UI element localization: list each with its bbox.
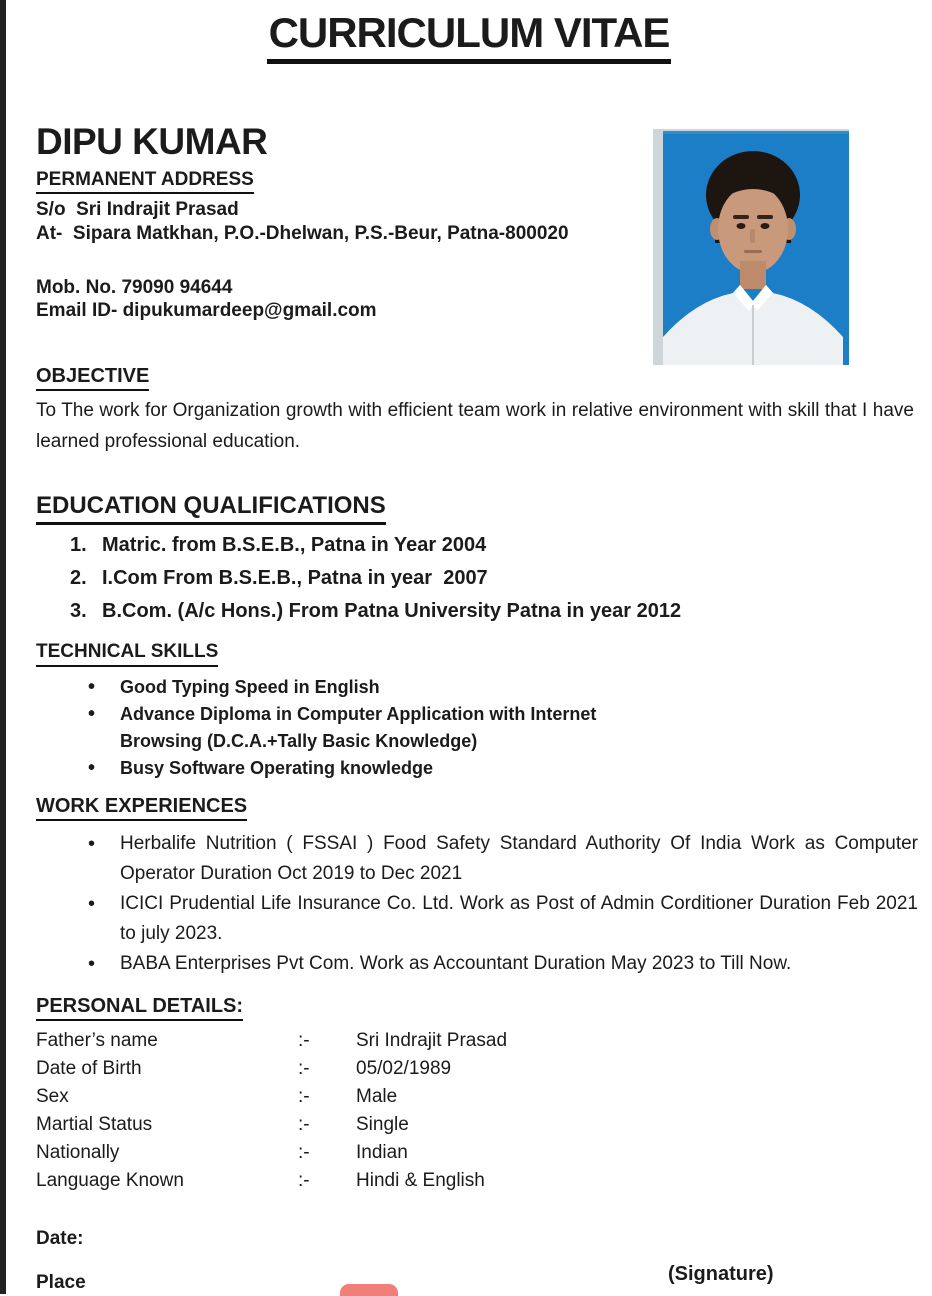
education-item-text: I.Com From B.S.E.B., Patna in year 2007 (102, 566, 488, 589)
table-row (36, 1055, 920, 1083)
table-row (36, 1111, 920, 1139)
address-line: At- Sipara Matkhan, P.O.-Dhelwan, P.S.-Beur, Patna-800020 (36, 223, 569, 244)
detail-label: Language Known (36, 1170, 184, 1191)
detail-separator: :- (298, 1142, 310, 1163)
signature-label: (Signature) (668, 1263, 774, 1285)
personal-details-heading: PERSONAL DETAILS: (36, 994, 243, 1021)
detail-label: Father’s name (36, 1030, 158, 1051)
work-item (36, 949, 920, 979)
detail-separator: :- (298, 1058, 310, 1079)
applicant-photo-graphic (653, 129, 849, 365)
table-row (36, 1027, 920, 1055)
education-item (36, 567, 920, 589)
work-item-text: Herbalife Nutrition ( FSSAI ) Food Safety Standard Authority Of India Work as Computer Operator Duration Oct 2019 to Dec 2021 (120, 833, 918, 884)
mobile-number: Mob. No. 79090 94644 (36, 277, 233, 298)
table-row (36, 1139, 920, 1167)
detail-value: Single (356, 1114, 409, 1135)
skill-item-text: Busy Software Operating knowledge (120, 757, 434, 778)
technical-skills-heading: TECHNICAL SKILLS (36, 641, 218, 667)
scan-edge-strip (0, 0, 6, 1294)
detail-label: Martial Status (36, 1114, 153, 1135)
table-row (36, 1167, 920, 1195)
floating-action-button-peek[interactable] (340, 1284, 398, 1296)
personal-details-section (36, 994, 920, 1195)
detail-label: Sex (36, 1086, 69, 1107)
objective-section (36, 364, 920, 457)
bullet-icon (88, 949, 95, 980)
detail-separator: :- (298, 1114, 310, 1135)
technical-skills-section (36, 641, 920, 782)
education-heading: EDUCATION QUALIFICATIONS (36, 492, 386, 525)
bullet-icon (88, 755, 95, 782)
education-item-text: B.Com. (A/c Hons.) From Patna University Patna in year 2012 (102, 599, 682, 622)
work-experience-section (36, 794, 920, 979)
list-number: 2. (70, 566, 87, 589)
work-item-text: ICICI Prudential Life Insurance Co. Ltd. Work as Post of Admin Corditioner Duration Feb 2021 to july 2023. (120, 893, 918, 944)
place-label: Place (36, 1272, 86, 1293)
skill-item-text: Advance Diploma in Computer Application with Internet Browsing (D.C.A.+Tally Basic Knowledge) (120, 703, 597, 751)
education-item (36, 600, 920, 622)
list-number: 1. (70, 533, 87, 556)
detail-value: Male (356, 1086, 398, 1107)
detail-separator: :- (298, 1170, 310, 1191)
detail-value: Sri Indrajit Prasad (356, 1030, 508, 1051)
detail-label: Nationally (36, 1142, 120, 1163)
skill-item (36, 674, 640, 701)
bullet-icon (88, 674, 95, 701)
detail-value: 05/02/1989 (356, 1058, 452, 1079)
objective-text: To The work for Organization growth with efficient team work in relative environment with skill that I have learned professional education. (36, 400, 914, 452)
work-item (36, 829, 920, 889)
education-list (36, 534, 920, 622)
applicant-name: DIPU KUMAR (36, 121, 268, 162)
detail-value: Indian (356, 1142, 408, 1163)
table-row (36, 1083, 920, 1111)
work-experience-list (36, 829, 920, 979)
work-item (36, 889, 920, 949)
document-title: CURRICULUM VITAE (267, 10, 672, 64)
permanent-address-heading: PERMANENT ADDRESS (36, 169, 254, 194)
applicant-photo (653, 129, 849, 365)
applicant-header (36, 122, 636, 322)
detail-separator: :- (298, 1086, 310, 1107)
bullet-icon (88, 701, 95, 728)
detail-value: Hindi & English (356, 1170, 485, 1191)
work-item-text: BABA Enterprises Pvt Com. Work as Accountant Duration May 2023 to Till Now. (120, 953, 792, 974)
personal-details-table (36, 1027, 920, 1195)
technical-skills-list (36, 674, 920, 782)
bullet-icon (88, 829, 95, 860)
work-experience-heading: WORK EXPERIENCES (36, 794, 247, 821)
document-header (6, 10, 932, 64)
skill-item-text: Good Typing Speed in English (120, 676, 380, 697)
date-label: Date: (36, 1228, 84, 1249)
objective-heading: OBJECTIVE (36, 364, 149, 391)
bullet-icon (88, 889, 95, 920)
education-item (36, 534, 920, 556)
education-item-text: Matric. from B.S.E.B., Patna in Year 2004 (102, 533, 487, 556)
education-section (36, 492, 920, 633)
address-line: S/o Sri Indrajit Prasad (36, 199, 239, 220)
skill-item (36, 701, 680, 755)
detail-separator: :- (298, 1030, 310, 1051)
list-number: 3. (70, 599, 87, 622)
skill-item (36, 755, 920, 782)
detail-label: Date of Birth (36, 1058, 142, 1079)
email-address: Email ID- dipukumardeep@gmail.com (36, 300, 377, 321)
